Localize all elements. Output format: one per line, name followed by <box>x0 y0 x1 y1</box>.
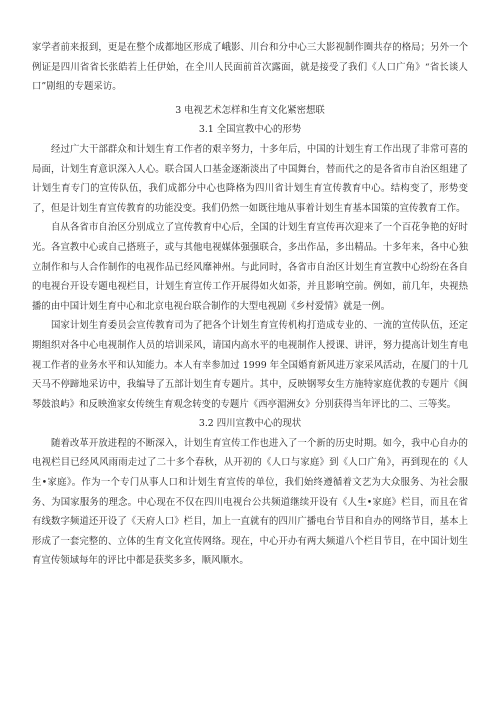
subsection-heading-3-1: 3.1 全国宣教中心的形势 <box>198 124 302 136</box>
paragraph-3-2-a: 随着改革开放进程的不断深入，计划生育宣传工作也进入了一个新的历史时期。如今，我中心自办的电视栏目已经风风雨雨走过了二十多个春秋，从开初的《人口与家庭》到《人口广角》，再到现在的《人生•家庭》。作为一个专门从事人口和计划生育宣传的单位，我们始终遵循着文艺为大众服务、为社会服务、为国家服务的理念。中心现在不仅在四川电视台公共频道继续开设有《人生•家庭》栏目，而且在省有线数字频道还开设了《天府人口》栏目，加上一直就有的四川广播电台节目和自办的网络节目，基本上形成了一套完整的、立体的生育文化宣传网络。现在，中心开办有两大频道八个栏目节目，在中国计划生育宣传领域每年的评比中都是获奖多多，顺风顺水。 <box>32 437 468 567</box>
paragraph-intro-continuation: 家学者前来报到，更是在整个成都地区形成了峨影、川台和分中心三大影视制作圈共存的格局；另外一个例证是四川省省长张皓若上任伊始，在全川人民面前首次露面，就是接受了我们《人口广角》“省长谈人口”剧组的专题采访。 <box>32 42 468 93</box>
paragraph-3-1-a: 经过广大干部群众和计划生育工作者的艰辛努力，十多年后，中国的计划生育工作出现了非常可喜的局面，计划生育意识深入人心。联合国人口基金逐渐淡出了中国舞台，替而代之的是各省市自治区组建了计划生育专门的宣传队伍，我们成都分中心也降格为四川省计划生育宣传教育中心。结构变了，形势变了，但是计划生育宣传教育的功能没变。我们仍然一如既往地从事着计划生育基本国策的宣传教育工作。 <box>32 143 468 214</box>
subsection-heading-3-2: 3.2 四川宣教中心的现状 <box>198 418 302 430</box>
paragraph-3-1-b: 自从各省市自治区分别成立了宣传教育中心后，全国的计划生育宣传再次迎来了一个百花争艳的好时光。各宣教中心或自己搭班子，或与其他电视媒体强强联合，多出作品，多出精品。十多年来，各中心独立制作和与人合作制作的电视作品已经风靡神州。与此同时，各省市自治区计划生育宣教中心纷纷在各自的电视台开设专题电视栏目，计划生育宣传工作开展得如火如荼，并且影响空前。例如，前几年，央视热播的由中国计划生育中心和北京电视台联合制作的大型电视剧《乡村爱情》就是一例。 <box>32 222 468 312</box>
paragraph-3-1-c: 国家计划生育委员会宣传教育司为了把各个计划生育宣传机构打造成专业的、一流的宣传队伍，还定期组织对各中心电视制作人员的培训采风，请国内高水平的电视制作人授课、讲评，努力提高计划生育电视工作者的业务水平和认知能力。本人有幸参加过 1999 年全国婚育新风进万家采风活动，在厦门的十几天马不停蹄地采访中，我编导了五部计划生育专题片。其中，反映钢琴女生方施特家庭优教的专题片《闽琴鼓浪屿》和反映渔家女传统生育观念转变的专题片《西亭湄洲女》分别获得当年评比的二、三等奖。 <box>32 320 468 410</box>
document-page <box>32 38 468 571</box>
section-heading-3: 3 电视艺术怎样和生育文化紧密想联 <box>175 104 325 116</box>
